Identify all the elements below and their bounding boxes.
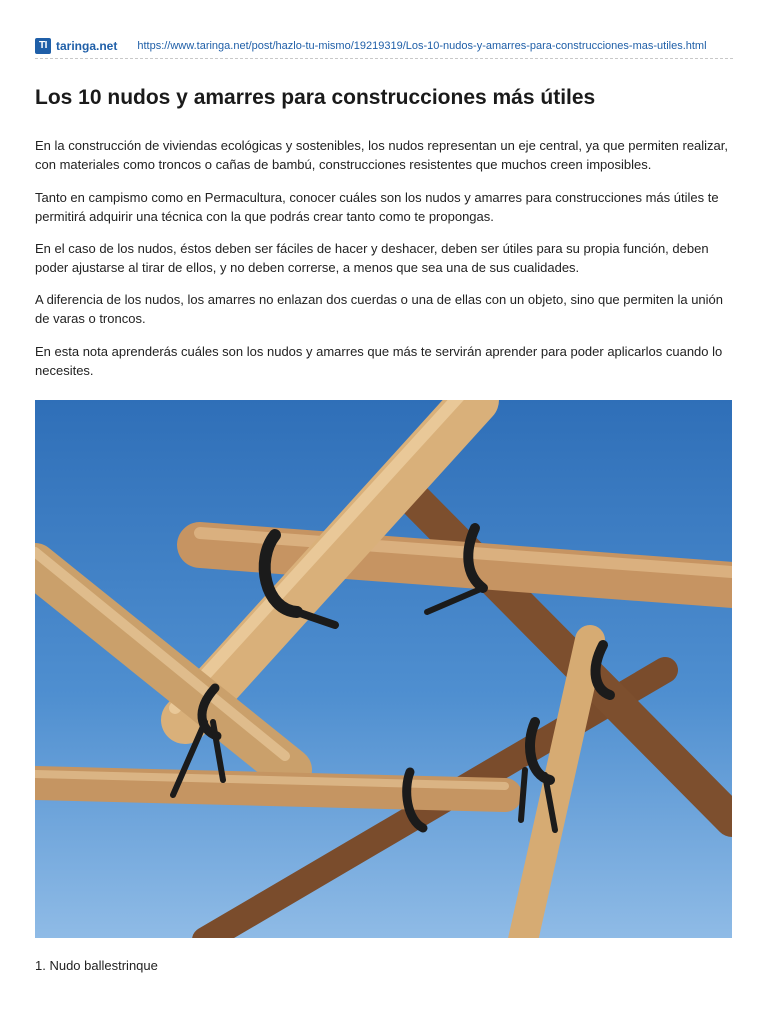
header-divider	[35, 58, 733, 59]
paragraph-2: Tanto en campismo como en Permacultura, conocer cuáles son los nudos y amarres para construcciones más útiles te permitirá adquirir una técnica con la que podrás crear tanto como te propongas.	[35, 190, 719, 224]
page-header	[35, 34, 733, 58]
site-name-link[interactable]: taringa.net	[56, 39, 118, 53]
source-url-link[interactable]: https://www.taringa.net/post/hazlo-tu-mismo/19219319/Los-10-nudos-y-amarres-para-construcciones-mas-utiles.html	[137, 40, 707, 52]
lashed-poles-photo	[35, 400, 732, 938]
article-title: Los 10 nudos y amarres para construcciones más útiles	[35, 86, 596, 109]
paragraph-5: En esta nota aprenderás cuáles son los nudos y amarres que más te servirán aprender para poder aplicarlos cuando lo necesites.	[35, 344, 723, 378]
paragraph-1: En la construcción de viviendas ecológicas y sostenibles, los nudos representan un eje central, ya que permiten realizar, con materiales como troncos o cañas de bambú, construcciones resistentes que muchos creen imposibles.	[35, 138, 729, 172]
taringa-logo-icon[interactable]: TI	[35, 38, 51, 54]
paragraph-3: En el caso de los nudos, éstos deben ser fáciles de hacer y deshacer, deben ser útiles para su propia función, deben poder ajustarse al tirar de ellos, y no deben correrse, a menos que sea una de sus cualidades.	[35, 241, 709, 275]
paragraph-4: A diferencia de los nudos, los amarres no enlazan dos cuerdas o una de ellas con un objeto, sino que permiten la unión de varas o troncos.	[35, 292, 724, 326]
image-caption: 1. Nudo ballestrinque	[35, 958, 158, 973]
pole-bottom-horizontal	[35, 774, 505, 795]
